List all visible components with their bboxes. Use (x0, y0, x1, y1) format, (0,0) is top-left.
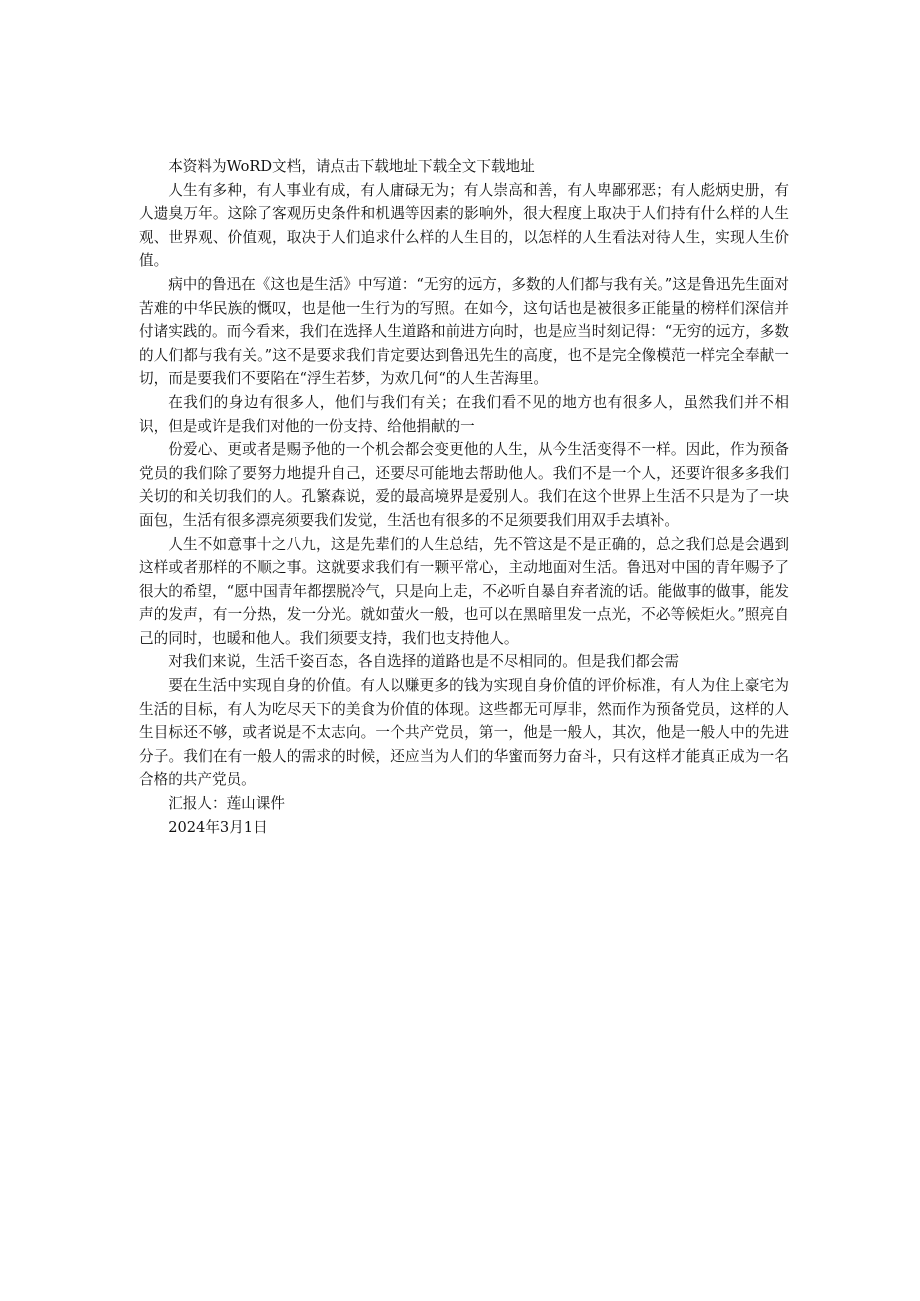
paragraph-1: 人生有多种，有人事业有成，有人庸碌无为；有人崇高和善，有人卑鄙邪恶；有人彪炳史册，有人遗臭万年。这除了客观历史条件和机遇等因素的影响外，很大程度上取决于人们持有什么样的人生观、世界观、价值观，取决于人们追求什么样的人生目的，以怎样的人生看法对待人生，实现人生价值。 (139, 181, 789, 270)
paragraph-5: 人生不如意事十之八九，这是先辈们的人生总结，先不管这是不是正确的，总之我们总是会遇到这样或者那样的不顺之事。这就要求我们有一颗平常心，主动地面对生活。鲁迅对中国的青年赐予了很大的希望，“愿中国青年都摆脱冷气，只是向上走，不必听自暴自弃者流的话。能做事的做事，能发声的发声，有一分热，发一分光。就如萤火一般，也可以在黑暗里发一点光，不必等候炬火。”照亮自己的同时，也暖和他人。我们须要支持，我们也支持他人。 (139, 535, 789, 647)
paragraph-4: 份爱心、更或者是赐予他的一个机会都会变更他的人生，从今生活变得不一样。因此，作为预备党员的我们除了要努力地提升自己，还要尽可能地去帮助他人。我们不是一个人，还要许很多多我们关切的和关切我们的人。孔繁森说，爱的最高境界是爱别人。我们在这个世界上生活不只是为了一块面包，生活有很多漂亮须要我们发觉，生活也有很多的不足须要我们用双手去填补。 (139, 441, 789, 529)
paragraph-7: 要在生活中实现自身的价值。有人以赚更多的钱为实现自身价值的评价标准，有人为住上豪宅为生活的目标，有人为吃尽天下的美食为价值的体现。这些都无可厚非，然而作为预备党员，这样的人生目标还不够，或者说是不太志向。一个共产党员，第一，他是一般人，其次，他是一般人中的先进分子。我们在有一般人的需求的时候，还应当为人们的华蜜而努力奋斗，只有这样才能真正成为一名合格的共产党员。 (139, 677, 789, 789)
paragraph-2: 病中的鲁迅在《这也是生活》中写道：“无穷的远方，多数的人们都与我有关。”这是鲁迅先生面对苦难的中华民族的慨叹，也是他一生行为的写照。在如今，这句话也是被很多正能量的榜样们深信并付诸实践的。而今看来，我们在选择人生道路和前进方向时，也是应当时刻记得：“无穷的远方，多数的人们都与我有关。”这不是要求我们肯定要达到鲁迅先生的高度，也不是完全像模范一样完全奉献一切，而是要我们不要陷在“浮生若梦，为欢几何“的人生苦海里。 (139, 275, 789, 388)
document-body (139, 155, 789, 839)
download-notice: 本资料为WoRD文档，请点击下载地址下载全文下载地址 (168, 158, 535, 175)
date-line: 2024年3月1日 (168, 818, 268, 836)
reporter-line: 汇报人：莲山课件 (168, 795, 285, 813)
paragraph-3: 在我们的身边有很多人，他们与我们有关；在我们看不见的地方也有很多人，虽然我们并不相识，但是或许是我们对他的一份支持、给他捐献的一 (139, 393, 789, 435)
paragraph-6: 对我们来说，生活千姿百态，各自选择的道路也是不尽相同的。但是我们都会需 (168, 653, 679, 671)
